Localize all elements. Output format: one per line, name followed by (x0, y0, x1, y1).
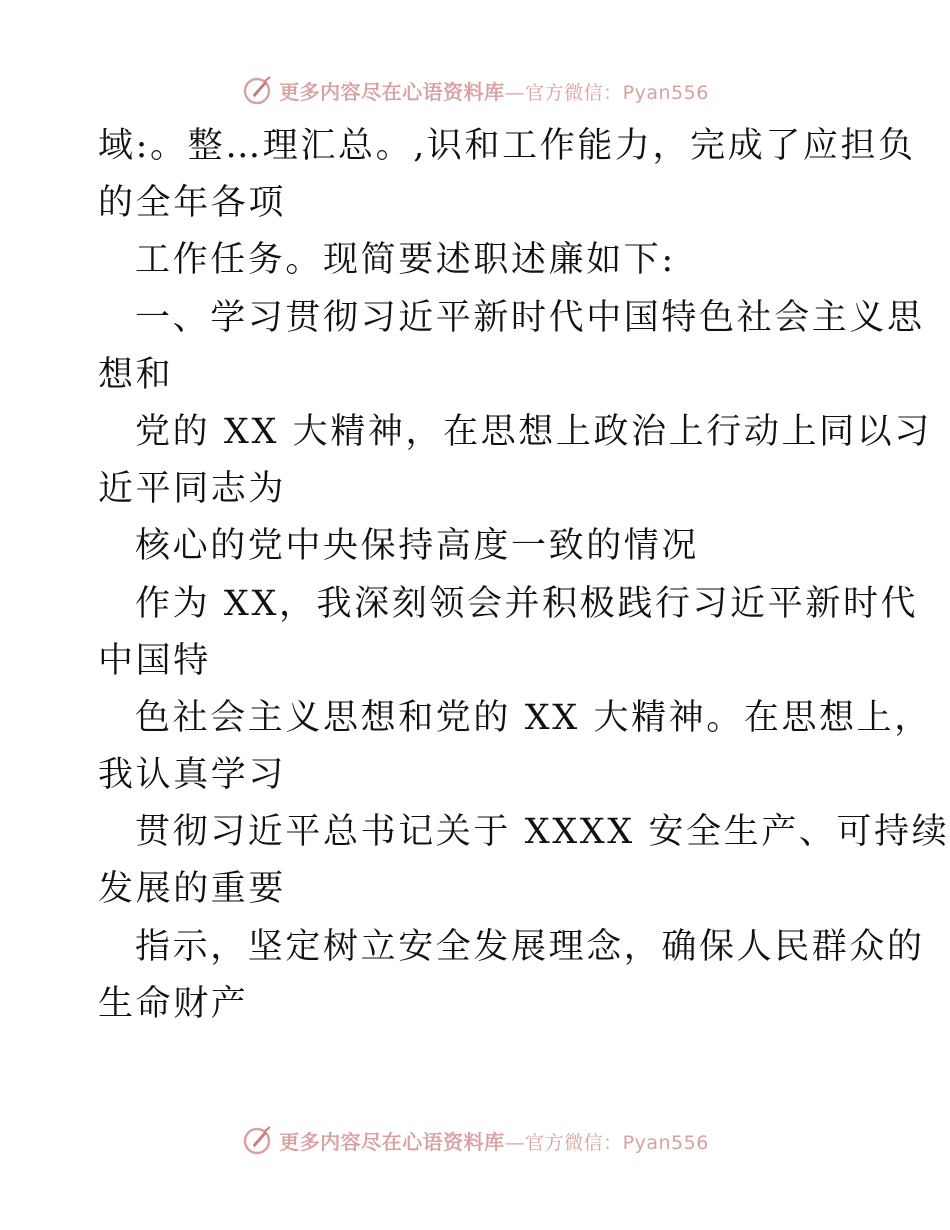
body-text-line: 的全年各项 (98, 183, 287, 224)
quill-pen-seal-icon (241, 1124, 273, 1156)
body-text-line: 中国特 (98, 640, 211, 681)
watermark-separator: — (504, 1129, 526, 1154)
footer-watermark-inner (241, 1124, 709, 1156)
watermark-brand: 更多内容尽在心语资料库 (279, 79, 505, 104)
body-text-line: 工作任务。现简要述职述廉如下: (135, 240, 676, 281)
body-text-line: 作为 XX，我深刻领会并积极践行习近平新时代 (135, 583, 919, 624)
body-text-line: 近平同志为 (98, 469, 287, 510)
watermark-separator: — (504, 79, 526, 104)
body-text-line: 想和 (98, 354, 174, 395)
header-watermark (0, 70, 950, 110)
header-watermark-inner (241, 74, 709, 106)
body-text-line: 核心的党中央保持高度一致的情况 (135, 526, 700, 567)
quill-pen-seal-icon (241, 74, 273, 106)
body-text-line: 党的 XX 大精神，在思想上政治上行动上同以习 (135, 411, 932, 452)
body-text-line: 贯彻习近平总书记关于 XXXX 安全生产、可持续 (135, 812, 950, 853)
footer-watermark-text (279, 1126, 709, 1155)
footer-watermark (0, 1120, 950, 1160)
watermark-brand: 更多内容尽在心语资料库 (279, 1129, 505, 1154)
body-text-line: 域:。整…理汇总。,识和工作能力，完成了应担负 (98, 126, 916, 166)
body-text-line: 色社会主义思想和党的 XX 大精神。在思想上， (135, 697, 932, 738)
header-watermark-text (279, 76, 709, 105)
watermark-wechat: 官方微信：Pyan556 (525, 1131, 709, 1154)
body-text-line: 一、学习贯彻习近平新时代中国特色社会主义思 (135, 297, 925, 338)
body-text-line: 发展的重要 (98, 869, 287, 910)
document-body (98, 118, 950, 1033)
watermark-wechat: 官方微信：Pyan556 (525, 81, 709, 104)
body-text-line: 我认真学习 (98, 755, 287, 796)
body-text-line: 生命财产 (98, 983, 249, 1024)
body-text-line: 指示，坚定树立安全发展理念，确保人民群众的 (135, 926, 925, 967)
